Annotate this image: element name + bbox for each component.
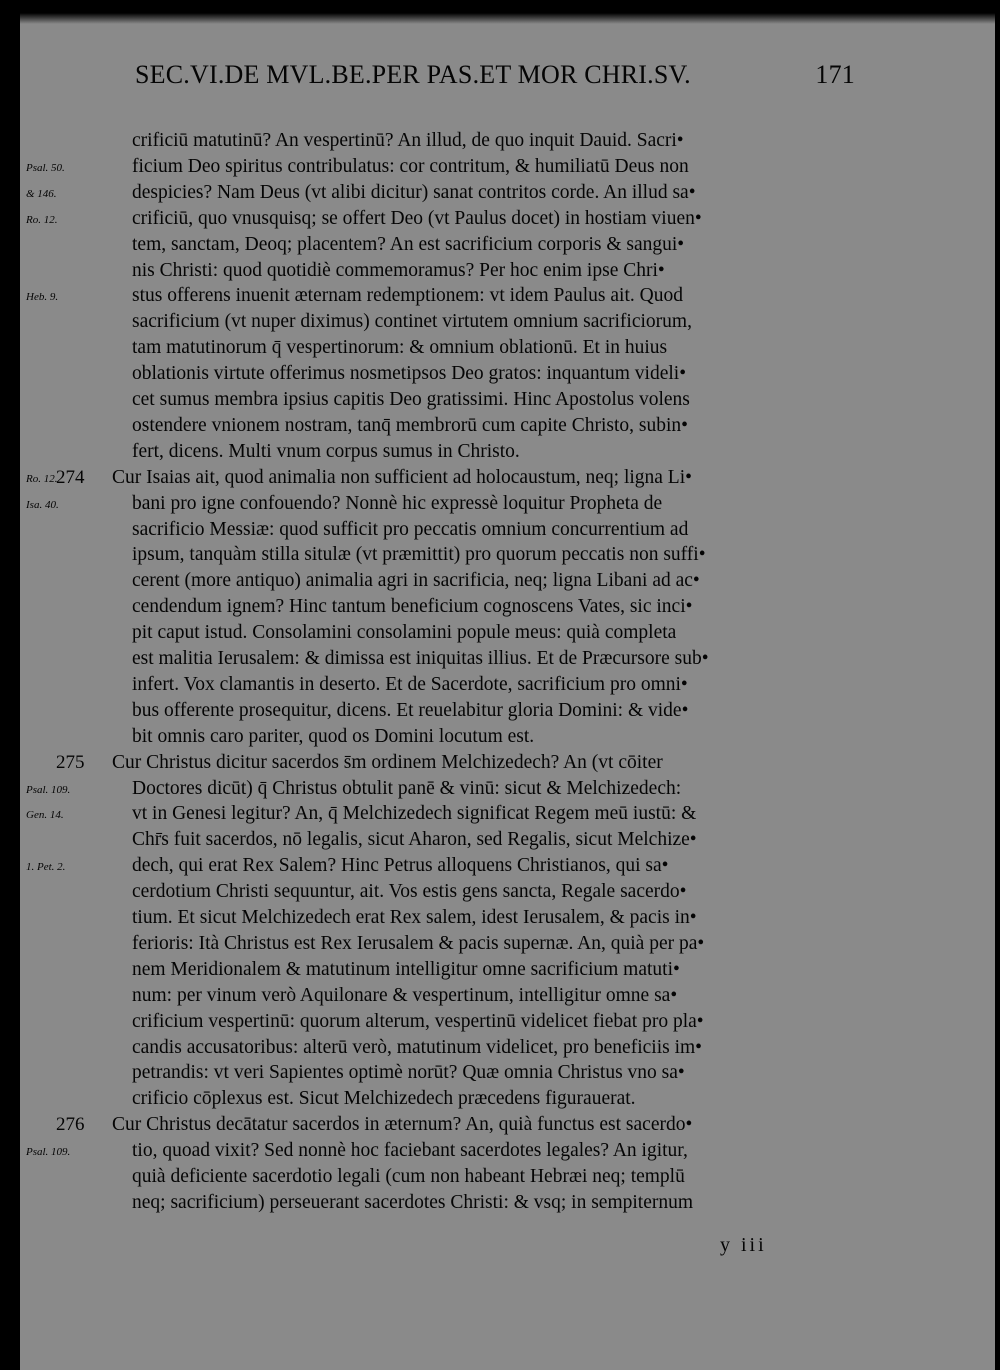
question-number: 276	[56, 1114, 85, 1136]
margin-note: Gen. 14.	[26, 809, 64, 822]
margin-note: Psal. 109.	[26, 783, 71, 796]
text-line: vt in Genesi legitur? An, q̄ Melchizedech significat Regem meū iustū: &	[132, 803, 697, 825]
text-line: crificio cōplexus est. Sicut Melchizedech præcedens figurauerat.	[132, 1088, 636, 1110]
text-line: bit omnis caro pariter, quod os Domini locutum est.	[132, 725, 535, 747]
text-line: candis accusatoribus: alterū verò, matutinum videlicet, pro beneficiis im•	[132, 1036, 702, 1058]
text-line: nem Meridionalem & matutinum intelligitur omne sacrificium matuti•	[132, 958, 680, 980]
text-line: dech, qui erat Rex Salem? Hinc Petrus alloquens Christianos, qui sa•	[132, 855, 669, 877]
text-line: ipsum, tanquàm stilla situlæ (vt præmittit) pro quorum peccatis non suffi•	[132, 544, 706, 566]
book-page	[20, 10, 995, 1370]
question-number: 275	[56, 751, 85, 773]
text-line: bus offerente prosequitur, dicens. Et reuelabitur gloria Domini: & vide•	[132, 699, 689, 721]
text-line: ostendere vnionem nostram, tanq̄ membrorū cum capite Christo, subin•	[132, 414, 688, 436]
text-line: cet sumus membra ipsius capitis Deo gratissimi. Hinc Apostolus volens	[132, 389, 690, 410]
text-line: crificium vespertinū: quorum alterum, vespertinū videlicet fiebat pro pla•	[132, 1010, 704, 1032]
text-line: sacrificium (vt nuper diximus) continet virtutem omnium sacrificiorum,	[132, 311, 692, 333]
text-line: cendendum ignem? Hinc tantum beneficium cognoscens Vates, sic inci•	[132, 596, 693, 618]
margin-note: 1. Pet. 2.	[26, 861, 66, 874]
text-line: cerent (more antiquo) animalia agri in sacrificia, neq; ligna Libani ad ac•	[132, 570, 700, 592]
text-line: sacrificio Messiæ: quod sufficit pro peccatis omnium concurrentium ad	[132, 518, 689, 540]
running-header	[135, 60, 855, 90]
margin-note: & 146.	[26, 187, 57, 200]
text-line: quià deficiente sacerdotio legali (cum non habeant Hebræi neq; templū	[132, 1166, 685, 1187]
margin-note: Psal. 109.	[26, 1146, 71, 1159]
text-line: est malitia Ierusalem: & dimissa est iniquitas illius. Et de Præcursore sub•	[132, 648, 709, 669]
margin-note: Heb. 9.	[26, 291, 59, 304]
text-line: neq; sacrificium) perseuerant sacerdotes Christi: & vsq; in sempiternum	[132, 1191, 694, 1213]
text-line: ficium Deo spiritus contribulatus: cor contritum, & humiliatū Deus non	[132, 155, 689, 177]
signature-mark: y iii	[720, 1234, 767, 1256]
text-line: despicies? Nam Deus (vt alibi dicitur) sanat contritos corde. An illud sa•	[132, 181, 696, 203]
margin-note: Ro. 12.	[26, 213, 58, 226]
text-line: Cur Christus decātatur sacerdos in æternum? An, quià functus est sacerdo•	[112, 1114, 693, 1136]
text-line: crificiū, quo vnusquisq; se offert Deo (vt Paulus docet) in hostiam viuen•	[132, 207, 702, 229]
text-line: Doctores dicūt) q̄ Christus obtulit panē & vinū: sicut & Melchizedech:	[132, 777, 682, 799]
margin-note: Psal. 50.	[26, 161, 65, 174]
text-line: stus offerens inuenit æternam redemptionem: vt idem Paulus ait. Quod	[132, 285, 683, 307]
text-line: infert. Vox clamantis in deserto. Et de Sacerdote, sacrificium pro omni•	[132, 673, 688, 695]
page-top-edge	[20, 10, 995, 24]
text-line: tium. Et sicut Melchizedech erat Rex salem, idest Ierusalem, & pacis in•	[132, 907, 697, 928]
text-line: cerdotium Christi sequuntur, ait. Vos estis gens sancta, Regale sacerdo•	[132, 881, 687, 903]
page-number: 171	[815, 60, 855, 89]
text-line: Cur Christus dicitur sacerdos s̄m ordinem Melchizedech? An (vt cōiter	[112, 751, 663, 773]
text-line: Cur Isaias ait, quod animalia non sufficient ad holocaustum, neq; ligna Li•	[112, 466, 692, 488]
text-line: tem, sanctam, Deoq; placentem? An est sacrificium corporis & sangui•	[132, 233, 685, 255]
text-line: ferioris: Ità Christus est Rex Ierusalem & pacis supernæ. An, quià per pa•	[132, 932, 705, 954]
margin-note: Isa. 40.	[26, 498, 59, 511]
question-number: 274	[56, 466, 85, 488]
text-line: num: per vinum verò Aquilonare & vespertinum, intelligitur omne sa•	[132, 984, 678, 1006]
text-line: petrandis: vt veri Sapientes optimè norūt? Quæ omnia Christus vno sa•	[132, 1062, 685, 1084]
running-title: SEC.VI.DE MVL.BE.PER PAS.ET MOR CHRI.SV.	[135, 60, 691, 89]
text-line: oblationis virtute offerimus nosmetipsos Deo gratos: inquantum videli•	[132, 363, 687, 385]
margin-note: Ro. 12.	[26, 472, 58, 485]
text-line: tam matutinorum q̄ vespertinorum: & omnium oblationū. Et in huius	[132, 337, 668, 359]
text-line: Chr̄s fuit sacerdos, nō legalis, sicut Aharon, sed Regalis, sicut Melchize•	[132, 829, 697, 851]
text-line: fert, dicens. Multi vnum corpus sumus in Christo.	[132, 440, 520, 462]
text-line: pit caput istud. Consolamini consolamini popule meus: quià completa	[132, 622, 677, 644]
text-line: tio, quoad vixit? Sed nonnè hoc faciebant sacerdotes legales? An igitur,	[132, 1140, 688, 1162]
text-line: crificiū matutinū? An vespertinū? An illud, de quo inquit Dauid. Sacri•	[132, 130, 684, 151]
text-line: nis Christi: quod quotidiè commemoramus? Per hoc enim ipse Chri•	[132, 259, 665, 281]
text-line: bani pro igne confouendo? Nonnè hic expressè loquitur Propheta de	[132, 492, 663, 514]
